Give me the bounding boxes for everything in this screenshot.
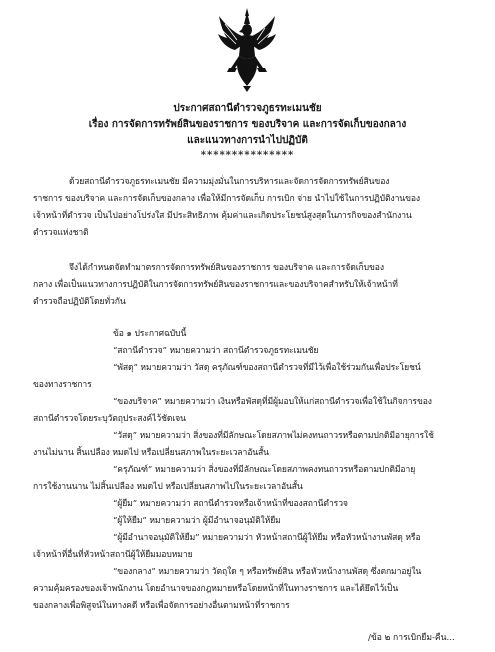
definition-donations-line-1: “ของบริจาค” หมายความว่า เงินหรือพัสดุที่มีผู้มอบให้แก่สถานีตำรวจเพื่อใช้ในกิจการของ: [113, 397, 432, 407]
announcement-subject: เรื่อง การจัดการทรัพย์สินของราชการ ของบริจาค และการจัดเก็บของกลาง: [88, 119, 407, 130]
paragraph-2-line-2: กลาง เพื่อเป็นแนวทางการปฏิบัติในการจัดการทรัพย์สินของราชการและของบริจาคสำหรับให้เจ้าหน้าที่: [33, 280, 398, 290]
definition-materials-line-2: งานไม่นาน สิ้นเปลือง หมดไป หรือเปลี่ยนสภาพในระยะเวลาอันสั้น: [33, 448, 269, 458]
announcement-subject-continued: และแนวทางการนำไปปฏิบัติ: [187, 135, 308, 146]
definition-approver-line-1: “ผู้มีอำนาจอนุมัติให้ยืม” หมายความว่า หัวหน้าสถานีผู้ให้ยืม หรือหัวหน้างานพัสดุ หรือ: [113, 533, 421, 543]
paragraph-2-line-3: ตำรวจถือปฏิบัติโดยทั่วกัน: [33, 297, 126, 307]
paragraph-1-line-1: ด้วยสถานีตำรวจภูธรทะเมนชัย มีความมุ่งมั่นในการบริหารและจัดการจัดการทรัพย์สินของ: [69, 177, 390, 187]
definition-approver-line-2: เจ้าหน้าที่อื่นที่หัวหน้าสถานีผู้ให้ยืมมอบหมาย: [33, 550, 193, 560]
definition-evidence-line-1: “ของกลาง” หมายความว่า วัตถุใด ๆ หรือทรัพย์สิน หรือหัวหน้างานพัสดุ ซึ่งตกมาอยู่ใน: [113, 567, 422, 577]
paragraph-1-line-2: ราชการ ของบริจาค และการจัดเก็บของกลาง เพื่อให้มีการจัดเก็บ การเบิก จ่าย นำไปใช้ในการปฏิบัติงานของ: [33, 194, 421, 204]
definition-supplies-line-2: ของทางราชการ: [33, 380, 92, 390]
clause-1-heading: ข้อ ๑ ประกาศฉบับนี้: [113, 329, 187, 339]
paragraph-2-line-1: จึงได้กำหนดจัดทำมาตรการจัดการทรัพย์สินของราชการ ของบริจาค และการจัดเก็บของ: [69, 263, 384, 273]
definition-evidence-line-3: ของกลางเพื่อพิสูจน์ในทางคดี หรือเพื่อจัดการอย่างอื่นตามหน้าที่ราชการ: [33, 601, 290, 611]
paragraph-1-line-4: ตำรวจแห่งชาติ: [33, 228, 89, 238]
definition-lender: “ผู้ให้ยืม” หมายความว่า ผู้มีอำนาจอนุมัติให้ยืม: [113, 516, 281, 526]
definition-materials-line-1: “วัสดุ” หมายความว่า สิ่งของที่มีลักษณะโดยสภาพไม่คงทนถาวรหรือตามปกติมีอายุการใช้: [113, 431, 434, 441]
announcement-title: ประกาศสถานีตำรวจภูธรทะเมนชัย: [173, 103, 322, 114]
paragraph-1-line-3: เจ้าหน้าที่ตำรวจ เป็นไปอย่างโปร่งใส มีประสิทธิภาพ คุ้มค่าและเกิดประโยชน์สูงสุดในภารกิจของสำนักงาน: [33, 211, 412, 221]
garuda-emblem-icon: [215, 6, 279, 92]
definition-durables-line-2: การใช้งานนาน ไม่สิ้นเปลือง หมดไป หรือเปลี่ยนสภาพไปในระยะเวลาอันสั้น: [33, 482, 303, 492]
continued-footer: /ข้อ ๒ การเบิกยืม-คืน...: [368, 633, 455, 643]
definition-durables-line-1: “ครุภัณฑ์” หมายความว่า สิ่งของที่มีลักษณะโดยสภาพคงทนถาวรหรือตามปกติมีอายุ: [113, 465, 416, 475]
definition-police-station: “สถานีตำรวจ” หมายความว่า สถานีตำรวจภูธรทะเมนชัย: [113, 346, 319, 356]
definition-donations-line-2: สถานีตำรวจโดยระบุวัตถุประสงค์ไว้ชัดเจน: [33, 414, 186, 424]
definition-borrower: “ผู้ยืม” หมายความว่า สถานีตำรวจหรือเจ้าหน้าที่ของสถานีตำรวจ: [113, 499, 348, 509]
definition-evidence-line-2: ความคุ้มครองของเจ้าพนักงาน โดยอำนาจของกฎหมายหรือโดยหน้าที่ในทางราชการ และได้ยึดไว้เป็น: [33, 584, 399, 594]
definition-supplies-line-1: “พัสดุ” หมายความว่า วัสดุ ครุภัณฑ์ของสถานีตำรวจที่มีไว้เพื่อใช้ร่วมกันเพื่อประโยชน์: [113, 363, 421, 373]
separator-stars: ***************: [200, 150, 295, 161]
